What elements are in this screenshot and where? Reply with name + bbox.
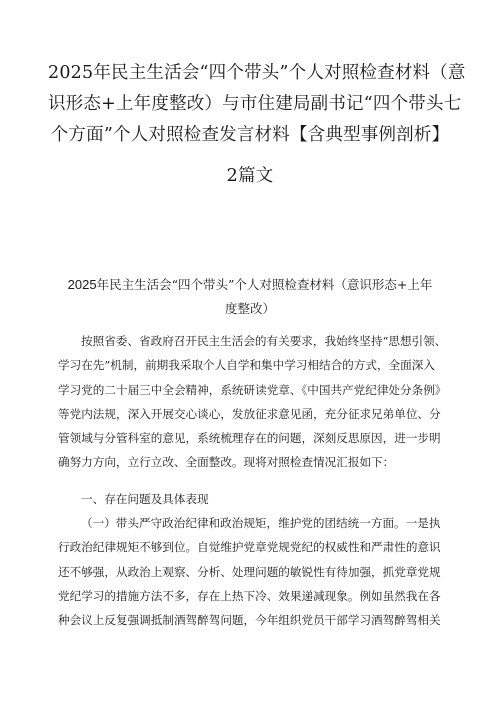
article-heading-line: 度整改） bbox=[224, 301, 275, 316]
paragraph-line: 确努力方向，立行立改、全面整改。现将对照检查情况汇报如下： bbox=[58, 455, 395, 470]
paragraph-line: （一）带头严守政治纪律和政治规矩，维护党的团结统一方面。一是执 bbox=[81, 516, 441, 530]
paragraph-line: 还不够强，从政治上观察、分析、处理问题的敏锐性有待加强，抓党章党规 bbox=[58, 564, 441, 579]
cover-title bbox=[48, 58, 466, 192]
cover-title-line: 2025年民主生活会“四个带头”个人对照检查材料（意 bbox=[48, 63, 466, 83]
paragraph-line: 党纪学习的措施方法不多，存在上热下冷、效果递减现象。例如虽然我在各 bbox=[58, 588, 441, 603]
article-heading-year: 2025 bbox=[67, 277, 97, 292]
section-heading bbox=[58, 487, 442, 511]
cover-subtitle: 2篇文 bbox=[226, 166, 274, 186]
cover-title-line: 个方面”个人对照检查发言材料【含典型事例剖析】 bbox=[50, 125, 450, 145]
cover-title-line: 识形态+上年度整改）与市住建局副书记“四个带头七 bbox=[48, 94, 462, 114]
article-heading-text: 年民主生活会“四个带头”个人对照检查材料（意识形态+上年 bbox=[96, 277, 433, 292]
paragraph-line: 学习党的二十届三中全会精神，系统研读党章、《中国共产党纪律处分条例》 bbox=[58, 382, 447, 397]
paragraph-line: 等党内法规，深入开展交心谈心，发放征求意见函，充分征求兄弟单位、分 bbox=[58, 406, 441, 421]
paragraph-line: 学习在先”机制，前期我采取个人自学和集中学习相结合的方式，全面深入 bbox=[58, 358, 435, 373]
section-heading-text: 一、存在问题及具体表现 bbox=[81, 492, 209, 506]
article-heading bbox=[60, 273, 440, 321]
body-paragraph bbox=[58, 511, 442, 632]
paragraph-line: 种会议上反复强调抵制酒驾醉驾问题，今年组织党员干部学习酒驾醉驾相关 bbox=[58, 613, 441, 628]
intro-paragraph bbox=[58, 329, 447, 475]
paragraph-line: 管领域与分管科室的意见，系统梳理存在的问题，深刻反思原因，进一步明 bbox=[58, 431, 441, 446]
paragraph-line: 按照省委、省政府召开民主生活会的有关要求，我始终坚持“思想引领、 bbox=[81, 334, 447, 348]
paragraph-line: 行政治纪律规矩不够到位。自觉维护党章党规党纪的权威性和严肃性的意识 bbox=[58, 540, 441, 555]
article-heading-line bbox=[60, 273, 440, 297]
